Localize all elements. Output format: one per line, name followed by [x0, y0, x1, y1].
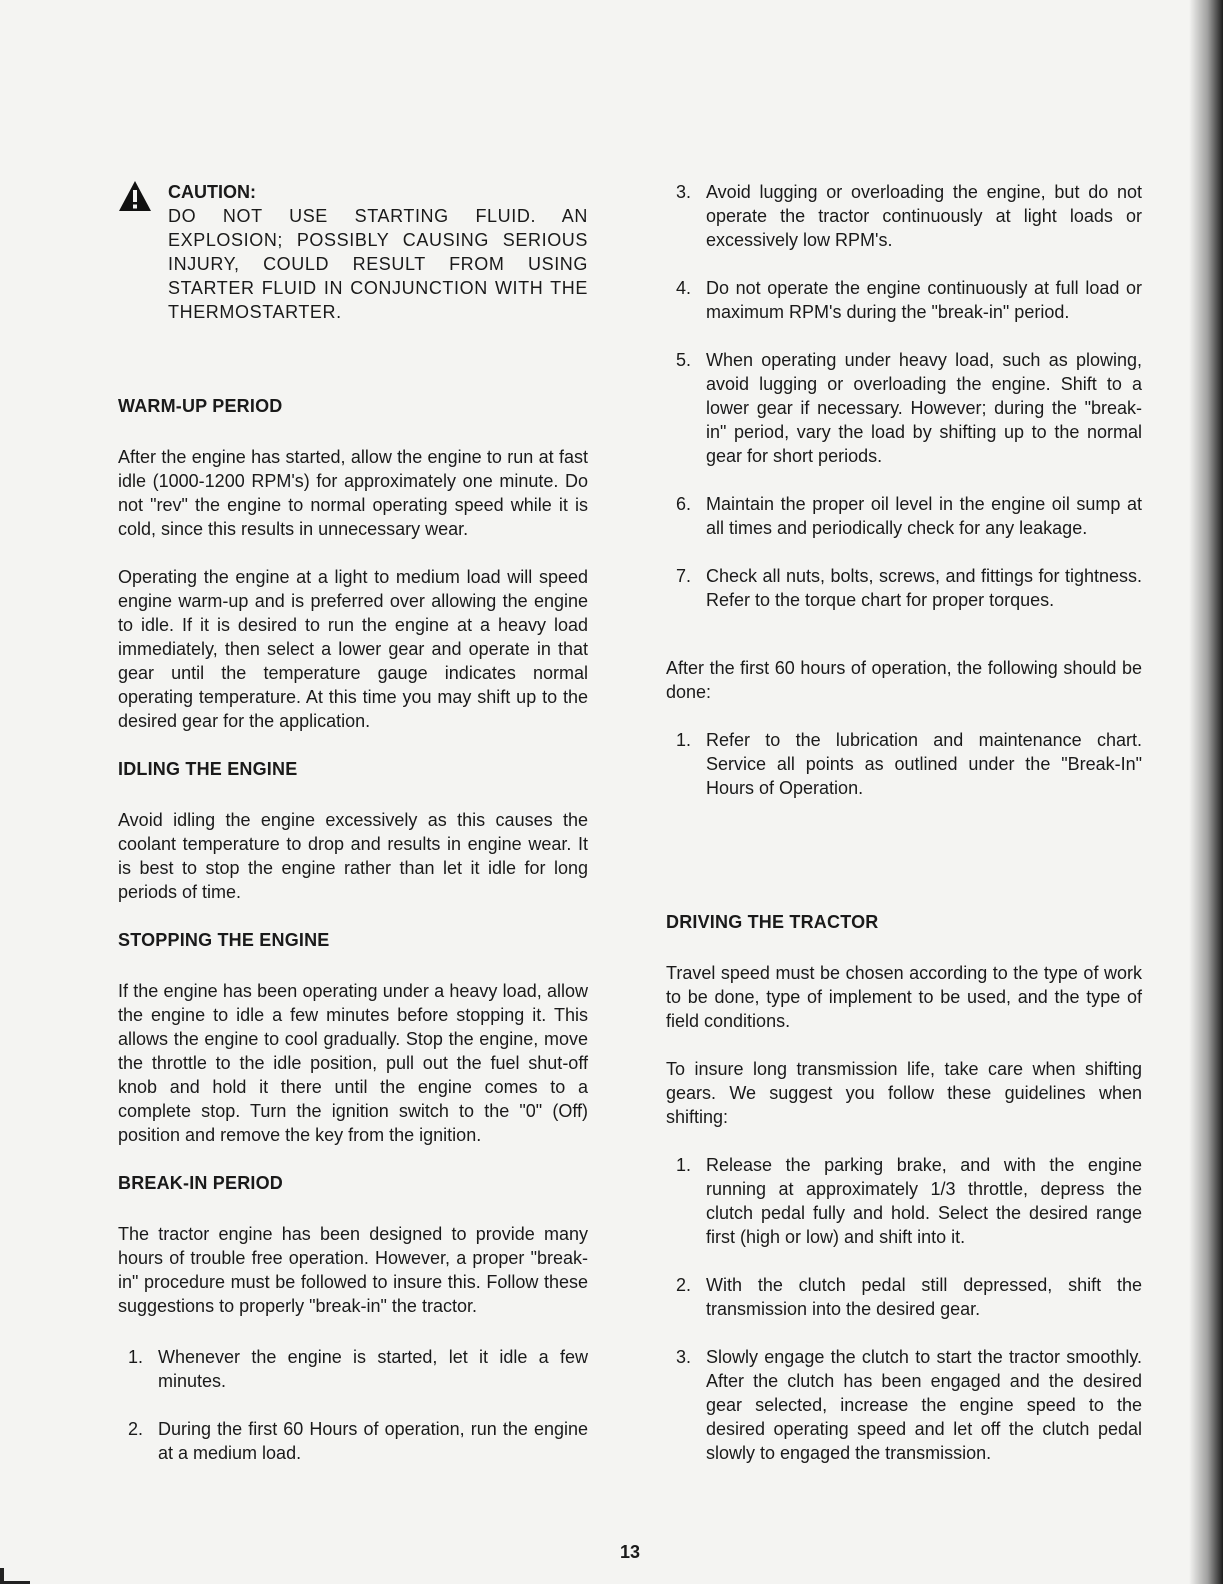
list-item	[666, 564, 1142, 612]
list-item-number: 1.	[676, 1155, 692, 1175]
list-item-text: Release the parking brake, and with the engine running at approximately 1/3 throttle, depress the clutch pedal fully and hold. Select the desired range first (high or low) and shift into it.	[706, 1155, 1142, 1247]
list-item-text: When operating under heavy load, such as plowing, avoid lugging or overloading the engine. Shift to a lower gear if necessary. However; during the "break-in" period, vary the load by shifting up to the normal gear for short periods.	[706, 350, 1142, 466]
list-item-number: 3.	[676, 182, 692, 202]
list-item-text: Do not operate the engine continuously at full load or maximum RPM's during the "break-in" period.	[706, 278, 1142, 322]
list-item-number: 1.	[676, 730, 692, 750]
stopping-heading: STOPPING THE ENGINE	[118, 930, 330, 950]
list-item-text: Maintain the proper oil level in the engine oil sump at all times and periodically check for any leakage.	[706, 494, 1142, 538]
list-item-number: 6.	[676, 494, 692, 514]
caution-body: DO NOT USE STARTING FLUID. AN EXPLOSION; POSSIBLY CAUSING SERIOUS INJURY, COULD RESULT FROM USING STARTER FLUID IN CONJUNCTION WITH THE THERMOSTARTER.	[168, 206, 588, 322]
warmup-heading: WARM-UP PERIOD	[118, 396, 283, 416]
warning-triangle-icon	[118, 180, 152, 212]
list-item-number: 4.	[676, 278, 692, 298]
right-column	[666, 180, 1142, 1465]
list-item	[666, 348, 1142, 468]
list-item-number: 2.	[128, 1419, 144, 1439]
warmup-paragraph-1: After the engine has started, allow the engine to run at fast idle (1000-1200 RPM's) for approximately one minute. Do not "rev" the engine to normal operating speed while it is cold, since this results in unnecessary wear.	[118, 447, 588, 539]
list-item-text: Check all nuts, bolts, screws, and fittings for tightness. Refer to the torque chart for proper torques.	[706, 566, 1142, 610]
list-item	[666, 1345, 1142, 1465]
after-60-hours-paragraph: After the first 60 hours of operation, the following should be done:	[666, 658, 1142, 702]
list-item	[666, 180, 1142, 252]
list-item	[118, 1417, 588, 1465]
list-item	[118, 1345, 588, 1393]
list-item-text: Refer to the lubrication and maintenance chart. Service all points as outlined under the "Break-In" Hours of Operation.	[706, 730, 1142, 798]
driving-list	[666, 1153, 1142, 1465]
idling-heading: IDLING THE ENGINE	[118, 759, 298, 779]
list-item-number: 5.	[676, 350, 692, 370]
list-item-number: 2.	[676, 1275, 692, 1295]
page-edge-shadow	[1189, 0, 1223, 1584]
driving-heading: DRIVING THE TRACTOR	[666, 912, 879, 932]
driving-paragraph-2: To insure long transmission life, take care when shifting gears. We suggest you follow these guidelines when shifting:	[666, 1059, 1142, 1127]
left-column	[118, 180, 588, 1465]
breakin-list-right	[666, 180, 1142, 612]
page-number: 13	[619, 1542, 641, 1562]
breakin-paragraph: The tractor engine has been designed to provide many hours of trouble free operation. However, a proper "break-in" procedure must be followed to insure this. Follow these suggestions to properly "break-in" the tractor.	[118, 1224, 588, 1316]
warmup-paragraph-2: Operating the engine at a light to medium load will speed engine warm-up and is preferred over allowing the engine to idle. If it is desired to run the engine at a heavy load immediately, then select a lower gear and operate in that gear until the temperature gauge indicates normal operating temperature. At this time you may shift up to the desired gear for the application.	[118, 567, 588, 731]
list-item-text: Whenever the engine is started, let it idle a few minutes.	[158, 1347, 588, 1391]
list-item-number: 7.	[676, 566, 692, 586]
list-item-text: Slowly engage the clutch to start the tractor smoothly. After the clutch has been engaged and the desired gear selected, increase the engine speed to the desired operating speed and let off the clutch pedal slowly to engaged the transmission.	[706, 1347, 1142, 1463]
after-60-hours-list	[666, 728, 1142, 800]
corner-mark	[0, 1568, 30, 1584]
list-item	[666, 1273, 1142, 1321]
list-item	[666, 728, 1142, 800]
caution-title: CAUTION:	[168, 182, 256, 202]
stopping-paragraph: If the engine has been operating under a heavy load, allow the engine to idle a few minutes before stopping it. This allows the engine to cool gradually. Stop the engine, move the throttle to the idle position, pull out the fuel shut-off knob and hold it there until the engine comes to a complete stop. Turn the ignition switch to the "0" (Off) position and remove the key from the ignition.	[118, 981, 588, 1145]
list-item	[666, 276, 1142, 324]
list-item-text: During the first 60 Hours of operation, run the engine at a medium load.	[158, 1419, 588, 1463]
list-item-text: With the clutch pedal still depressed, shift the transmission into the desired gear.	[706, 1275, 1142, 1319]
list-item-number: 1.	[128, 1347, 144, 1367]
list-item-number: 3.	[676, 1347, 692, 1367]
breakin-list-left	[118, 1345, 588, 1465]
list-item	[666, 492, 1142, 540]
driving-paragraph-1: Travel speed must be chosen according to the type of work to be done, type of implement to be used, and the type of field conditions.	[666, 963, 1142, 1031]
caution-block	[118, 180, 588, 324]
idling-paragraph: Avoid idling the engine excessively as this causes the coolant temperature to drop and results in engine wear. It is best to stop the engine rather than let it idle for long periods of time.	[118, 810, 588, 902]
breakin-heading: BREAK-IN PERIOD	[118, 1173, 284, 1193]
list-item-text: Avoid lugging or overloading the engine, but do not operate the tractor continuously at light loads or excessively low RPM's.	[706, 182, 1142, 250]
list-item	[666, 1153, 1142, 1249]
